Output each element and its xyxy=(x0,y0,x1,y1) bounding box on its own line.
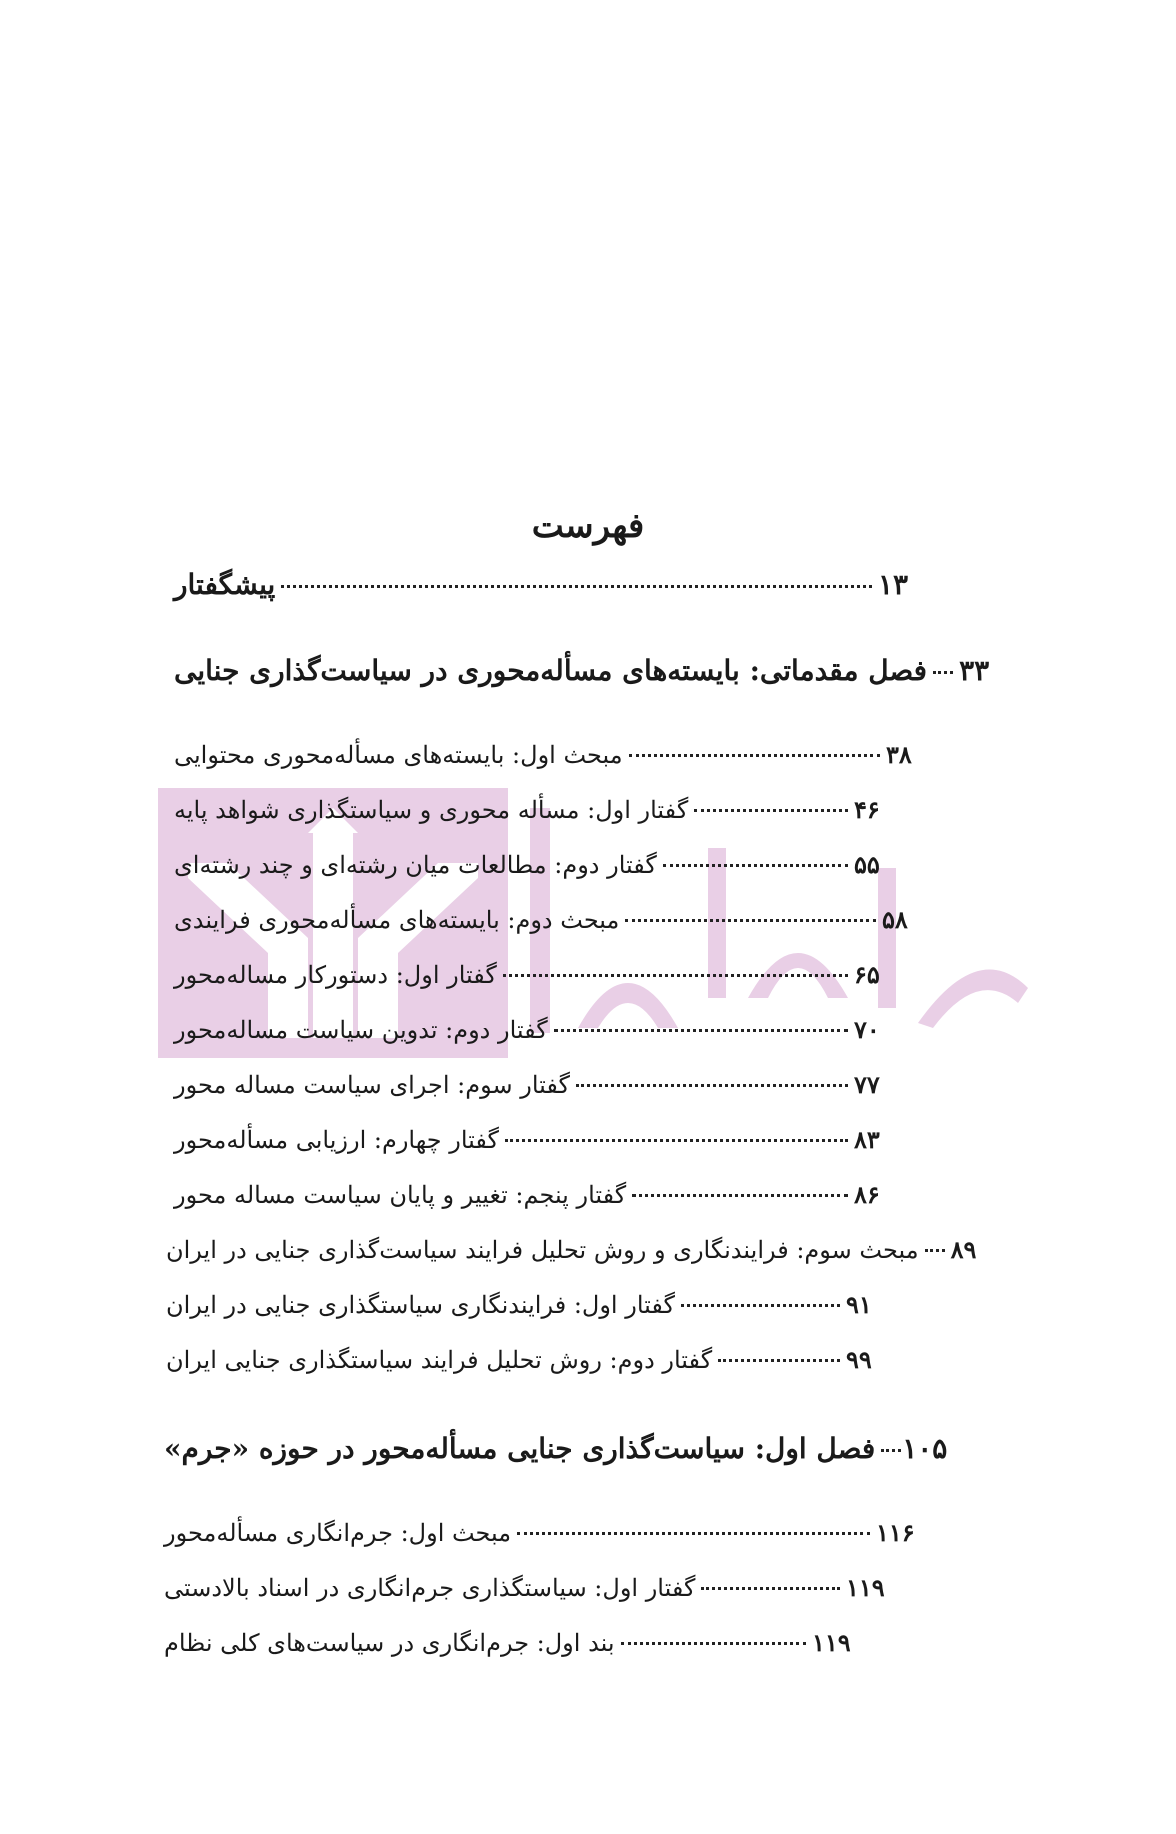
toc-entry-chapter-1[interactable] xyxy=(158,1432,948,1465)
toc-entry-text: گفتار اول: دستورکار مساله‌محور xyxy=(174,961,497,989)
dot-leader xyxy=(694,809,848,812)
toc-page-number: ۱۱۹ xyxy=(812,1628,851,1657)
dot-leader xyxy=(925,1249,945,1252)
toc-entry-text: فصل مقدماتی: بایسته‌های مسأله‌محوری در سیاست‌گذاری جنایی xyxy=(174,654,928,687)
toc-page-number: ۴۶ xyxy=(854,795,880,824)
toc-entry-section-1[interactable] xyxy=(168,740,926,769)
toc-entry-text: مبحث دوم: بایسته‌های مسأله‌محوری فرایندی xyxy=(174,906,620,934)
dot-leader xyxy=(681,1304,840,1307)
toc-entry-subsection[interactable] xyxy=(168,795,894,824)
toc-entry-subsection[interactable] xyxy=(160,1345,886,1374)
dot-leader xyxy=(517,1532,870,1535)
toc-page-number: ۹۱ xyxy=(846,1290,872,1319)
toc-entry-section-1[interactable] xyxy=(158,1518,916,1547)
dot-leader xyxy=(718,1359,840,1362)
toc-entry-text: گفتار اول: فرایندنگاری سیاستگذاری جنایی در ایران xyxy=(166,1291,675,1319)
toc-page-number: ۵۵ xyxy=(854,850,880,879)
dot-leader xyxy=(663,864,848,867)
toc-page-number: ۷۰ xyxy=(854,1015,880,1044)
toc-entry-text: گفتار پنجم: تغییر و پایان سیاست مساله محور xyxy=(174,1181,627,1209)
dot-leader xyxy=(881,1449,901,1452)
dot-leader xyxy=(554,1029,848,1032)
toc-entry-text: مبحث اول: بایسته‌های مسأله‌محوری محتوایی xyxy=(174,741,623,769)
toc-entry-subsection[interactable] xyxy=(158,1573,886,1602)
toc-page-number: ۸۹ xyxy=(950,1235,977,1264)
toc-entry-text: مبحث اول: جرم‌انگاری مسأله‌محور xyxy=(164,1519,512,1547)
dot-leader xyxy=(281,585,872,588)
toc-entry-text: پیشگفتار xyxy=(174,568,276,601)
toc-entry-subsection[interactable] xyxy=(168,1070,894,1099)
toc-page-number: ۷۷ xyxy=(854,1070,880,1099)
toc-entry-clause[interactable] xyxy=(158,1628,852,1657)
toc-entry-subsection[interactable] xyxy=(160,1290,886,1319)
toc-entry-preface[interactable] xyxy=(168,568,918,601)
toc-page-number: ۱۱۶ xyxy=(876,1518,915,1547)
dot-leader xyxy=(701,1587,840,1590)
toc-page-number: ۱۳ xyxy=(878,568,909,601)
toc-page-number: ۹۹ xyxy=(846,1345,872,1374)
toc-title: فهرست xyxy=(531,506,645,546)
toc-entry-section-3[interactable] xyxy=(160,1235,977,1264)
toc-entry-section-2[interactable] xyxy=(168,905,922,934)
toc-page-number: ۱۱۹ xyxy=(846,1573,885,1602)
toc-entry-subsection[interactable] xyxy=(168,850,894,879)
dot-leader xyxy=(629,754,880,757)
toc-entry-text: گفتار دوم: روش تحلیل فرایند سیاستگذاری جنایی ایران xyxy=(166,1346,713,1374)
dot-leader xyxy=(632,1194,848,1197)
toc-page-number: ۵۸ xyxy=(882,905,908,934)
toc-entry-subsection[interactable] xyxy=(168,1180,894,1209)
toc-page-number: ۳۸ xyxy=(886,740,912,769)
toc-entry-subsection[interactable] xyxy=(168,1125,894,1154)
dot-leader xyxy=(933,671,953,674)
toc-entry-text: گفتار سوم: اجرای سیاست مساله محور xyxy=(174,1071,570,1099)
toc-entry-subsection[interactable] xyxy=(168,960,894,989)
toc-page-number: ۱۰۵ xyxy=(902,1432,948,1465)
toc-entry-text: بند اول: جرم‌انگاری در سیاست‌های کلی نظام xyxy=(164,1629,615,1657)
dot-leader xyxy=(503,974,848,977)
toc-entry-text: مبحث سوم: فرایندنگاری و روش تحلیل فرایند سیاست‌گذاری جنایی در ایران xyxy=(166,1236,919,1264)
toc-entry-chapter-intro[interactable] xyxy=(168,654,990,687)
dot-leader xyxy=(621,1642,806,1645)
dot-leader xyxy=(576,1084,848,1087)
toc-entry-text: گفتار اول: مسأله محوری و سیاستگذاری شواهد پایه xyxy=(174,796,689,824)
toc-entry-text: گفتار چهارم: ارزیابی مسأله‌محور xyxy=(174,1126,499,1154)
toc-page-number: ۸۶ xyxy=(854,1180,880,1209)
toc-entry-text: گفتار اول: سیاستگذاری جرم‌انگاری در اسناد بالادستی xyxy=(164,1574,696,1602)
dot-leader xyxy=(505,1139,848,1142)
toc-page-number: ۸۳ xyxy=(854,1125,880,1154)
toc-page-number: ۳۳ xyxy=(959,654,990,687)
toc-entry-text: فصل اول: سیاست‌گذاری جنایی مسأله‌محور در حوزه «جرم» xyxy=(164,1432,876,1465)
toc-entry-subsection[interactable] xyxy=(168,1015,894,1044)
toc-entry-text: گفتار دوم: تدوین سیاست مساله‌محور xyxy=(174,1016,548,1044)
toc-entry-text: گفتار دوم: مطالعات میان رشته‌ای و چند رشته‌ای xyxy=(174,851,657,879)
dot-leader xyxy=(625,919,876,922)
toc-page-number: ۶۵ xyxy=(854,960,880,989)
